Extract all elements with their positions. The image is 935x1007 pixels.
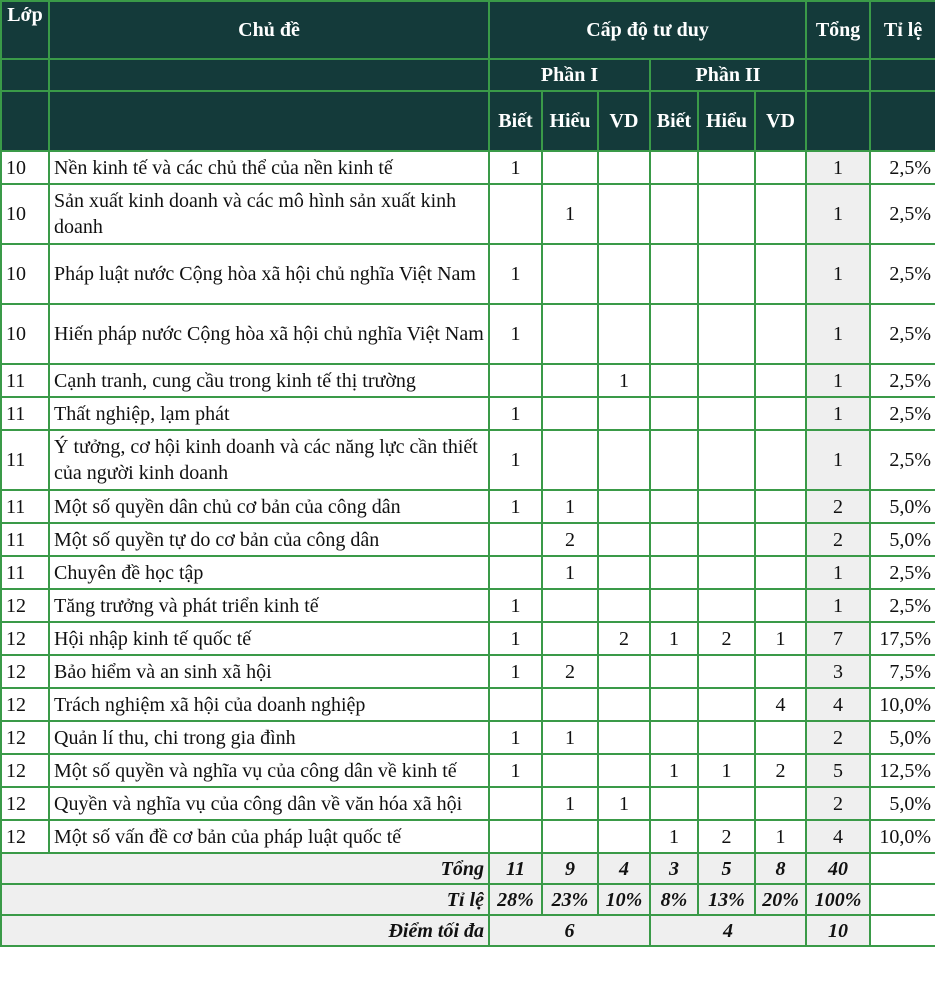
cell-p2-vd (755, 655, 806, 688)
cell-lop: 11 (1, 490, 49, 523)
cell-p1-vd: 2 (598, 622, 650, 655)
cell-topic: Quyền và nghĩa vụ của công dân về văn hóa xã hội (49, 787, 489, 820)
cell-p1-vd (598, 754, 650, 787)
cell-p2-vd (755, 523, 806, 556)
cell-tong: 1 (806, 364, 870, 397)
cell-p1-vd (598, 523, 650, 556)
cell-lop: 12 (1, 622, 49, 655)
cell-p2-hieu: 2 (698, 820, 755, 853)
cell-topic: Quản lí thu, chi trong gia đình (49, 721, 489, 754)
cell-p2-vd: 2 (755, 754, 806, 787)
cell-p1-hieu: 1 (542, 556, 598, 589)
cell-p2-hieu (698, 721, 755, 754)
cell-topic: Một số vấn đề cơ bản của pháp luật quốc tế (49, 820, 489, 853)
cell-p2-biet (650, 430, 698, 490)
cell-p1-biet (489, 364, 542, 397)
cell-p1-hieu (542, 754, 598, 787)
cell-tong: 4 (806, 820, 870, 853)
cell-p2-hieu (698, 688, 755, 721)
cell-ti-le: 5,0% (870, 721, 935, 754)
cell-p2-hieu: 2 (698, 622, 755, 655)
cell-p1-vd (598, 721, 650, 754)
header-blank (1, 59, 49, 91)
cell-p2-hieu (698, 184, 755, 244)
cell-lop: 11 (1, 430, 49, 490)
cell-p1-vd (598, 490, 650, 523)
table-row (1, 622, 935, 655)
cell-tong: 1 (806, 184, 870, 244)
header-tong: Tổng (806, 1, 870, 59)
totals-p1-biet: 11 (489, 853, 542, 884)
cell-lop: 12 (1, 754, 49, 787)
cell-lop: 10 (1, 151, 49, 184)
cell-p2-biet (650, 151, 698, 184)
cell-p2-vd (755, 184, 806, 244)
cell-p2-hieu (698, 304, 755, 364)
cell-p1-biet (489, 556, 542, 589)
cell-p2-biet (650, 655, 698, 688)
cell-lop: 11 (1, 397, 49, 430)
cell-ti-le: 5,0% (870, 523, 935, 556)
rates-p2-hieu: 13% (698, 884, 755, 915)
table-row (1, 397, 935, 430)
cell-p2-biet (650, 787, 698, 820)
cell-p1-hieu: 1 (542, 184, 598, 244)
table-row (1, 304, 935, 364)
cell-tong: 1 (806, 430, 870, 490)
cell-lop: 12 (1, 688, 49, 721)
cell-p2-biet: 1 (650, 820, 698, 853)
cell-p2-biet (650, 556, 698, 589)
rates-row (1, 884, 935, 915)
cell-ti-le: 2,5% (870, 397, 935, 430)
cell-p2-biet (650, 397, 698, 430)
cell-ti-le: 2,5% (870, 184, 935, 244)
cell-lop: 12 (1, 820, 49, 853)
table-row (1, 364, 935, 397)
totals-blank (870, 853, 935, 884)
cell-topic: Ý tưởng, cơ hội kinh doanh và các năng lực cần thiết của người kinh doanh (49, 430, 489, 490)
totals-row (1, 853, 935, 884)
cell-p2-hieu (698, 397, 755, 430)
cell-p2-vd (755, 787, 806, 820)
header-chu-de: Chủ đề (49, 1, 489, 59)
table-row (1, 556, 935, 589)
header-p1-biet: Biết (489, 91, 542, 151)
max-points-blank (870, 915, 935, 946)
cell-p2-vd: 4 (755, 688, 806, 721)
cell-p2-biet: 1 (650, 622, 698, 655)
rates-p1-vd: 10% (598, 884, 650, 915)
cell-tong: 1 (806, 244, 870, 304)
cell-p2-vd (755, 244, 806, 304)
cell-p2-vd (755, 721, 806, 754)
table-row (1, 151, 935, 184)
header-blank (1, 91, 49, 151)
cell-p1-hieu (542, 304, 598, 364)
cell-p2-biet (650, 244, 698, 304)
cell-p1-vd (598, 688, 650, 721)
totals-p1-hieu: 9 (542, 853, 598, 884)
cell-lop: 12 (1, 721, 49, 754)
cell-p1-hieu (542, 397, 598, 430)
totals-tong: 40 (806, 853, 870, 884)
cell-lop: 11 (1, 556, 49, 589)
cell-p1-biet: 1 (489, 589, 542, 622)
cell-topic: Pháp luật nước Cộng hòa xã hội chủ nghĩa Việt Nam (49, 244, 489, 304)
cell-topic: Bảo hiểm và an sinh xã hội (49, 655, 489, 688)
cell-p1-hieu (542, 688, 598, 721)
cell-p2-vd: 1 (755, 820, 806, 853)
cell-p2-vd (755, 304, 806, 364)
cell-p2-vd (755, 556, 806, 589)
cell-p2-biet (650, 184, 698, 244)
cell-tong: 2 (806, 787, 870, 820)
cell-p1-hieu (542, 430, 598, 490)
cell-ti-le: 2,5% (870, 589, 935, 622)
cell-p1-hieu: 1 (542, 721, 598, 754)
rates-p2-biet: 8% (650, 884, 698, 915)
totals-p1-vd: 4 (598, 853, 650, 884)
cell-p1-hieu (542, 820, 598, 853)
header-blank (806, 59, 870, 91)
header-p1-vd: VD (598, 91, 650, 151)
cell-lop: 10 (1, 244, 49, 304)
cell-p2-hieu (698, 430, 755, 490)
cell-p1-biet: 1 (489, 244, 542, 304)
cell-p1-vd (598, 430, 650, 490)
cell-lop: 10 (1, 184, 49, 244)
cell-p1-biet (489, 787, 542, 820)
cell-ti-le: 2,5% (870, 430, 935, 490)
header-cap-do-tu-duy: Cấp độ tư duy (489, 1, 806, 59)
cell-p1-vd: 1 (598, 787, 650, 820)
header-phan-2: Phần II (650, 59, 806, 91)
rates-p1-biet: 28% (489, 884, 542, 915)
cell-tong: 2 (806, 721, 870, 754)
rates-label: Tỉ lệ (1, 884, 489, 915)
totals-p2-biet: 3 (650, 853, 698, 884)
cell-p1-vd (598, 304, 650, 364)
header-blank (49, 91, 489, 151)
cell-p1-biet: 1 (489, 622, 542, 655)
cell-tong: 1 (806, 151, 870, 184)
cell-p2-hieu (698, 523, 755, 556)
max-points-tong: 10 (806, 915, 870, 946)
cell-p1-biet: 1 (489, 397, 542, 430)
cell-ti-le: 2,5% (870, 556, 935, 589)
table-row (1, 787, 935, 820)
header-blank (870, 59, 935, 91)
cell-topic: Một số quyền và nghĩa vụ của công dân về kinh tế (49, 754, 489, 787)
cell-topic: Cạnh tranh, cung cầu trong kinh tế thị trường (49, 364, 489, 397)
table-row (1, 655, 935, 688)
cell-p1-biet: 1 (489, 721, 542, 754)
cell-p2-hieu (698, 787, 755, 820)
cell-lop: 11 (1, 523, 49, 556)
cell-p2-hieu (698, 655, 755, 688)
cell-p1-biet (489, 688, 542, 721)
cell-p2-vd (755, 397, 806, 430)
table-row (1, 688, 935, 721)
cell-p2-biet (650, 721, 698, 754)
cell-p1-hieu: 2 (542, 655, 598, 688)
cell-p1-vd (598, 184, 650, 244)
header-phan-1: Phần I (489, 59, 650, 91)
cell-topic: Sản xuất kinh doanh và các mô hình sản xuất kinh doanh (49, 184, 489, 244)
header-blank (870, 91, 935, 151)
cell-p1-biet: 1 (489, 304, 542, 364)
cell-p2-biet (650, 589, 698, 622)
cell-lop: 12 (1, 589, 49, 622)
totals-label: Tổng (1, 853, 489, 884)
cell-p2-hieu (698, 556, 755, 589)
cell-tong: 7 (806, 622, 870, 655)
cell-p1-hieu (542, 364, 598, 397)
cell-ti-le: 2,5% (870, 244, 935, 304)
table-row (1, 589, 935, 622)
table-row (1, 820, 935, 853)
cell-p2-hieu (698, 364, 755, 397)
cell-p1-hieu: 1 (542, 490, 598, 523)
cell-p2-biet (650, 688, 698, 721)
cell-p1-biet: 1 (489, 151, 542, 184)
totals-p2-vd: 8 (755, 853, 806, 884)
header-lop: Lớp (1, 1, 49, 59)
rates-tong: 100% (806, 884, 870, 915)
cell-topic: Chuyên đề học tập (49, 556, 489, 589)
cell-tong: 2 (806, 490, 870, 523)
cell-p1-hieu: 1 (542, 787, 598, 820)
cell-tong: 2 (806, 523, 870, 556)
cell-topic: Nền kinh tế và các chủ thể của nền kinh tế (49, 151, 489, 184)
table-row (1, 754, 935, 787)
cell-p1-vd (598, 397, 650, 430)
cell-lop: 11 (1, 364, 49, 397)
rates-blank (870, 884, 935, 915)
max-points-phan2: 4 (650, 915, 806, 946)
cell-topic: Một số quyền dân chủ cơ bản của công dân (49, 490, 489, 523)
cell-p1-hieu (542, 244, 598, 304)
cell-p2-biet (650, 523, 698, 556)
cell-p2-hieu (698, 589, 755, 622)
cell-p2-hieu: 1 (698, 754, 755, 787)
rates-p2-vd: 20% (755, 884, 806, 915)
cell-p2-vd (755, 430, 806, 490)
cell-ti-le: 5,0% (870, 490, 935, 523)
table-row (1, 721, 935, 754)
cell-p1-biet (489, 523, 542, 556)
cell-topic: Tăng trưởng và phát triển kinh tế (49, 589, 489, 622)
cell-p1-biet (489, 184, 542, 244)
cell-p2-vd: 1 (755, 622, 806, 655)
cell-tong: 1 (806, 397, 870, 430)
cell-tong: 4 (806, 688, 870, 721)
totals-p2-hieu: 5 (698, 853, 755, 884)
table-row (1, 184, 935, 244)
header-p2-biet: Biết (650, 91, 698, 151)
cell-p1-vd (598, 244, 650, 304)
cell-lop: 12 (1, 787, 49, 820)
cell-tong: 1 (806, 589, 870, 622)
header-p2-vd: VD (755, 91, 806, 151)
table-row (1, 490, 935, 523)
cell-p2-biet (650, 490, 698, 523)
cell-p2-vd (755, 490, 806, 523)
max-points-row (1, 915, 935, 946)
cell-p2-hieu (698, 151, 755, 184)
cell-topic: Hội nhập kinh tế quốc tế (49, 622, 489, 655)
cell-p1-biet: 1 (489, 430, 542, 490)
cell-ti-le: 7,5% (870, 655, 935, 688)
cell-p1-vd (598, 556, 650, 589)
cell-ti-le: 10,0% (870, 820, 935, 853)
cell-p1-biet: 1 (489, 754, 542, 787)
cell-p1-hieu: 2 (542, 523, 598, 556)
rates-p1-hieu: 23% (542, 884, 598, 915)
table-row (1, 430, 935, 490)
cell-ti-le: 2,5% (870, 364, 935, 397)
header-p1-hieu: Hiểu (542, 91, 598, 151)
max-points-label: Điểm tối đa (1, 915, 489, 946)
cell-p1-biet: 1 (489, 490, 542, 523)
cell-topic: Hiến pháp nước Cộng hòa xã hội chủ nghĩa Việt Nam (49, 304, 489, 364)
table-body (1, 151, 935, 853)
cell-topic: Thất nghiệp, lạm phát (49, 397, 489, 430)
table-row (1, 523, 935, 556)
cell-p1-hieu (542, 622, 598, 655)
header-p2-hieu: Hiểu (698, 91, 755, 151)
cell-tong: 1 (806, 556, 870, 589)
cell-p1-vd (598, 820, 650, 853)
cell-p1-vd: 1 (598, 364, 650, 397)
cell-p1-hieu (542, 589, 598, 622)
cell-ti-le: 2,5% (870, 304, 935, 364)
cell-ti-le: 2,5% (870, 151, 935, 184)
header-blank (49, 59, 489, 91)
cell-topic: Trách nghiệm xã hội của doanh nghiệp (49, 688, 489, 721)
cell-topic: Một số quyền tự do cơ bản của công dân (49, 523, 489, 556)
cell-p2-biet (650, 304, 698, 364)
cell-tong: 1 (806, 304, 870, 364)
cell-tong: 3 (806, 655, 870, 688)
header-blank (806, 91, 870, 151)
cell-p2-biet: 1 (650, 754, 698, 787)
cell-ti-le: 17,5% (870, 622, 935, 655)
cell-tong: 5 (806, 754, 870, 787)
cell-p2-vd (755, 151, 806, 184)
cell-p1-biet: 1 (489, 655, 542, 688)
cell-lop: 10 (1, 304, 49, 364)
cell-p1-biet (489, 820, 542, 853)
cell-p1-vd (598, 655, 650, 688)
cell-p2-hieu (698, 490, 755, 523)
cell-p1-vd (598, 151, 650, 184)
header-ti-le: Tỉ lệ (870, 1, 935, 59)
cell-ti-le: 12,5% (870, 754, 935, 787)
cell-ti-le: 5,0% (870, 787, 935, 820)
cell-p1-hieu (542, 151, 598, 184)
cell-ti-le: 10,0% (870, 688, 935, 721)
cell-lop: 12 (1, 655, 49, 688)
table-row (1, 244, 935, 304)
cell-p2-vd (755, 364, 806, 397)
cell-p2-biet (650, 364, 698, 397)
max-points-phan1: 6 (489, 915, 650, 946)
cell-p2-hieu (698, 244, 755, 304)
cell-p2-vd (755, 589, 806, 622)
cell-p1-vd (598, 589, 650, 622)
